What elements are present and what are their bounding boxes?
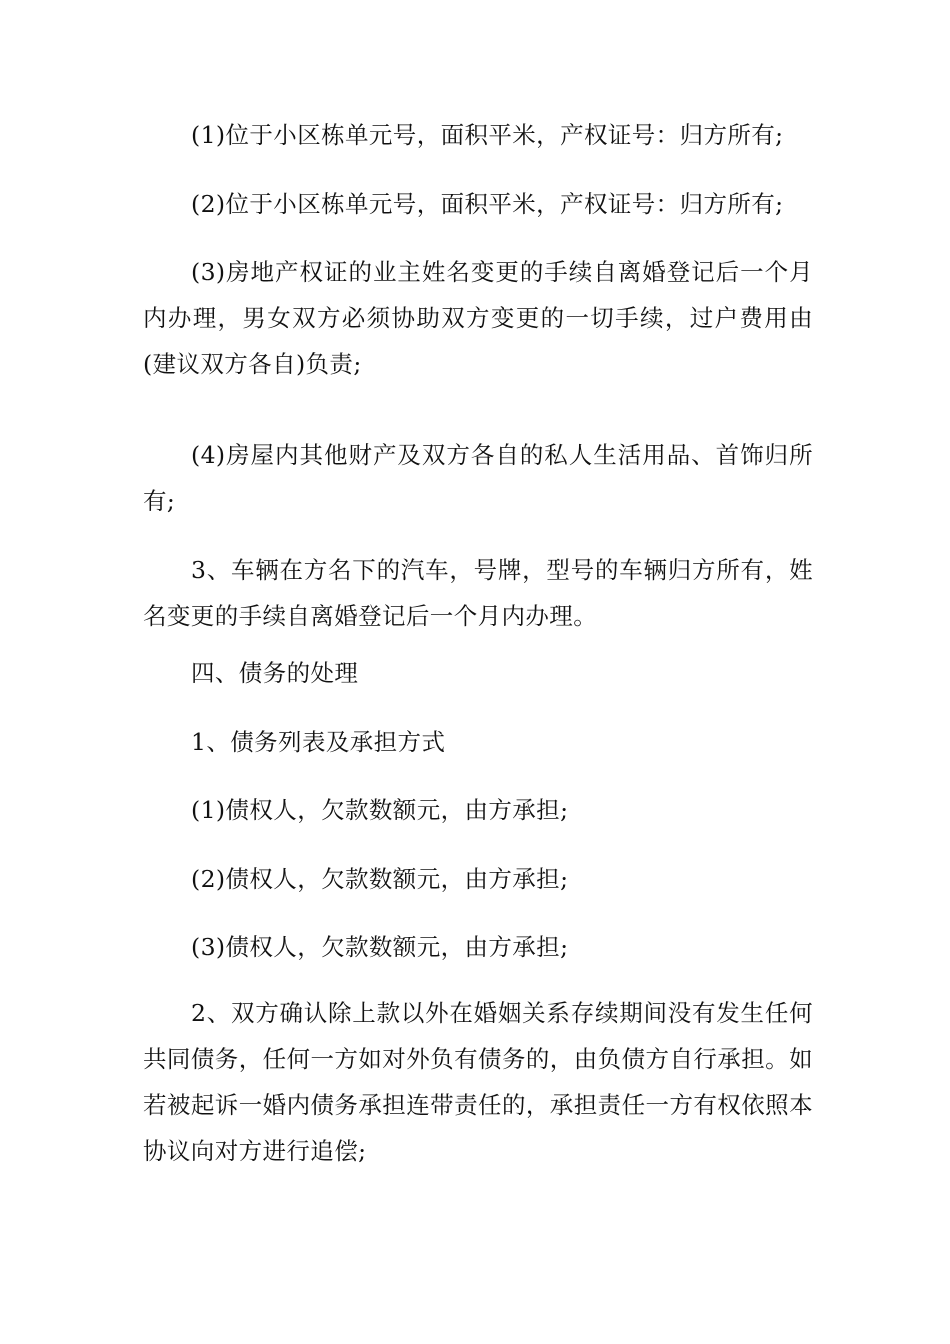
paragraph-debt-confirmation: 2、双方确认除上款以外在婚姻关系存续期间没有发生任何共同债务，任何一方如对外负有债务的，由负债方自行承担。如若被起诉一婚内债务承担连带责任的，承担责任一方有权依照本协议向对方进行追偿; — [143, 999, 813, 1165]
paragraph-property-1: (1)位于小区栋单元号，面积平米，产权证号：归方所有; — [191, 121, 784, 149]
paragraph-debt-1: (1)债权人，欠款数额元，由方承担; — [191, 796, 569, 824]
paragraph-debt-2: (2)债权人，欠款数额元，由方承担; — [191, 865, 569, 893]
section-heading-debts: 四、债务的处理 — [191, 659, 359, 687]
paragraph-vehicle: 3、车辆在方名下的汽车，号牌，型号的车辆归方所有，姓名变更的手续自离婚登记后一个月内办理。 — [143, 556, 813, 630]
paragraph-debt-3: (3)债权人，欠款数额元，由方承担; — [191, 933, 569, 961]
paragraph-property-4: (4)房屋内其他财产及双方各自的私人生活用品、首饰归所有; — [143, 441, 813, 515]
paragraph-property-3: (3)房地产权证的业主姓名变更的手续自离婚登记后一个月内办理，男女双方必须协助双方变更的一切手续，过户费用由(建议双方各自)负责; — [143, 258, 813, 378]
paragraph-debt-list-heading: 1、债务列表及承担方式 — [191, 728, 446, 756]
paragraph-property-2: (2)位于小区栋单元号，面积平米，产权证号：归方所有; — [191, 190, 784, 218]
